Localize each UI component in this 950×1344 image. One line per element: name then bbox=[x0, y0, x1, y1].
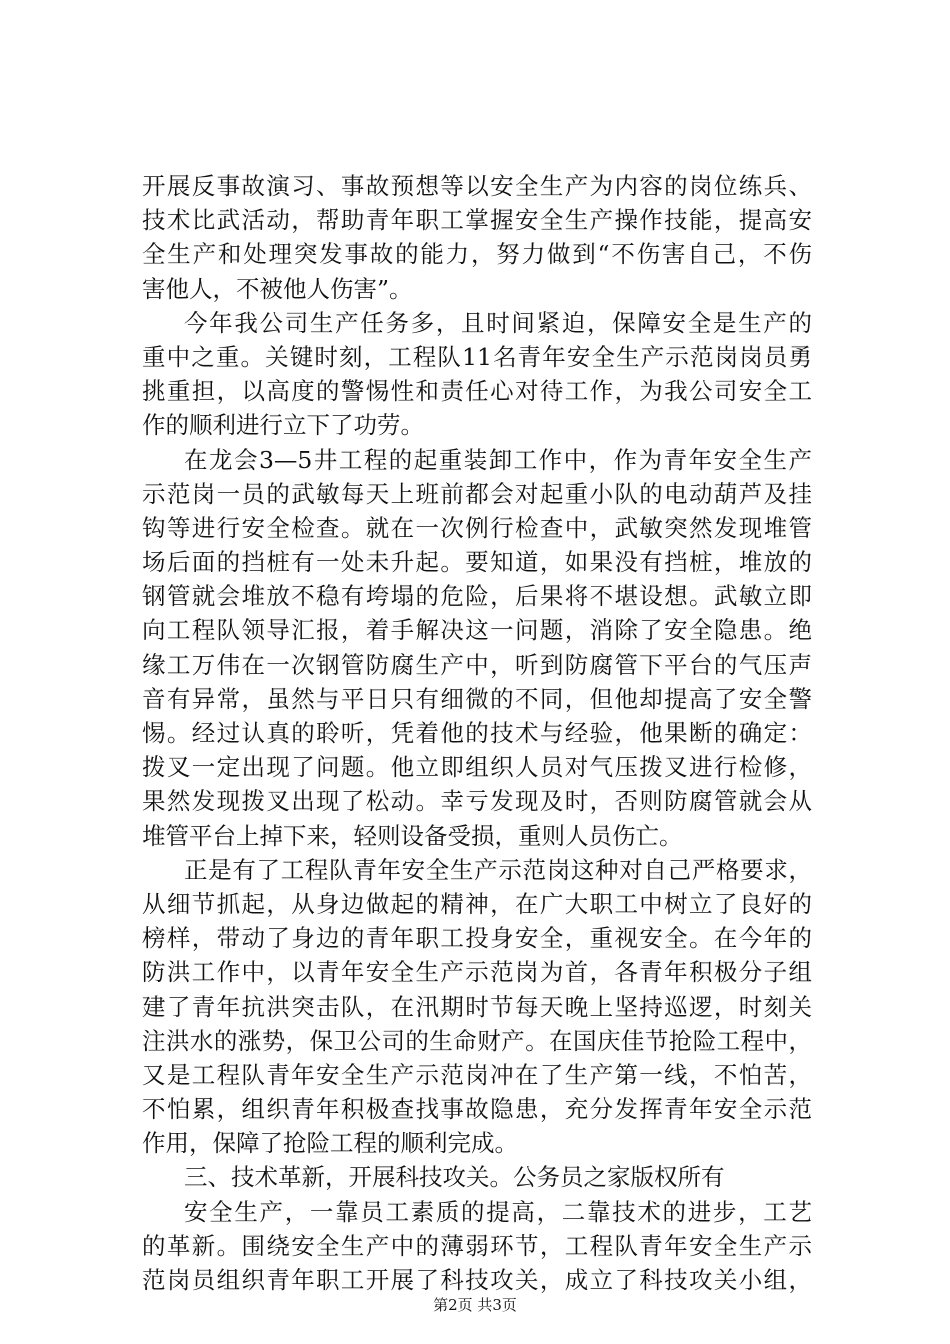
text-line: 榜样，带动了身边的青年职工投身安全，重视安全。在今年的 bbox=[142, 924, 812, 953]
text-line: 挑重担，以高度的警惕性和责任心对待工作，为我公司安全工 bbox=[142, 377, 812, 406]
text-line: 音有异常，虽然与平日只有细微的不同，但他却提高了安全警 bbox=[142, 684, 812, 713]
paragraph bbox=[142, 306, 812, 443]
text-line: 堆管平台上掉下来，轻则设备受损，重则人员伤亡。 bbox=[142, 821, 683, 850]
text-line: 向工程队领导汇报，着手解决这一问题，消除了安全隐患。绝 bbox=[142, 616, 812, 645]
paragraph bbox=[142, 443, 812, 853]
text-line: 缘工万伟在一次钢管防腐生产中，听到防腐管下平台的气压声 bbox=[142, 650, 812, 679]
text-line: 拨叉一定出现了问题。他立即组织人员对气压拨叉进行检修， bbox=[142, 753, 812, 782]
page-footer: 第2页 共3页 bbox=[433, 1296, 517, 1314]
text-line: 开展反事故演习、事故预想等以安全生产为内容的岗位练兵、 bbox=[142, 172, 812, 200]
text-line: 作用，保障了抢险工程的顺利完成。 bbox=[142, 1129, 518, 1158]
text-line: 不怕累，组织青年积极查找事故隐患，充分发挥青年安全示范 bbox=[142, 1095, 812, 1124]
text-line: 的革新。围绕安全生产中的薄弱环节，工程队青年安全生产示 bbox=[142, 1231, 812, 1260]
text-line: 从细节抓起，从身边做起的精神，在广大职工中树立了良好的 bbox=[142, 889, 812, 918]
text-line: 又是工程队青年安全生产示范岗冲在了生产第一线，不怕苦， bbox=[142, 1060, 812, 1089]
paragraph bbox=[142, 169, 812, 306]
paragraph bbox=[142, 1195, 812, 1298]
paragraph bbox=[142, 853, 812, 1161]
text-line: 害他人，不被他人伤害”。 bbox=[142, 274, 413, 303]
text-line: 作的顺利进行立下了功劳。 bbox=[142, 411, 424, 440]
text-line: 全生产和处理突发事故的能力，努力做到“不伤害自己，不伤 bbox=[142, 240, 812, 269]
text-line: 技术比武活动，帮助青年职工掌握安全生产操作技能，提高安 bbox=[142, 206, 812, 235]
text-line: 注洪水的涨势，保卫公司的生命财产。在国庆佳节抢险工程中， bbox=[142, 1026, 812, 1055]
text-line: 正是有了工程队青年安全生产示范岗这种对自己严格要求， bbox=[184, 855, 812, 884]
text-line: 场后面的挡桩有一处未升起。要知道，如果没有挡桩，堆放的 bbox=[142, 548, 812, 577]
text-line: 示范岗一员的武敏每天上班前都会对起重小队的电动葫芦及挂 bbox=[142, 479, 812, 508]
text-line: 防洪工作中，以青年安全生产示范岗为首，各青年积极分子组 bbox=[142, 958, 812, 987]
document-body bbox=[142, 169, 812, 1297]
text-line: 今年我公司生产任务多，且时间紧迫，保障安全是生产的 bbox=[184, 308, 812, 337]
text-line: 安全生产，一靠员工素质的提高，二靠技术的进步，工艺 bbox=[184, 1197, 812, 1226]
text-line: 三、技术革新，开展科技攻关。公务员之家版权所有 bbox=[184, 1163, 725, 1192]
text-line: 重中之重。关键时刻，工程队11名青年安全生产示范岗岗员勇 bbox=[142, 342, 812, 371]
text-line: 惕。经过认真的聆听，凭着他的技术与经验，他果断的确定： bbox=[142, 719, 812, 747]
text-line: 钢管就会堆放不稳有垮塌的危险，后果将不堪设想。武敏立即 bbox=[142, 582, 812, 611]
text-line: 果然发现拨叉出现了松动。幸亏发现及时，否则防腐管就会从 bbox=[142, 787, 812, 816]
text-line: 范岗员组织青年职工开展了科技攻关，成立了科技攻关小组， bbox=[142, 1266, 812, 1294]
text-line: 建了青年抗洪突击队，在汛期时节每天晚上坚持巡逻，时刻关 bbox=[142, 992, 812, 1021]
section-heading bbox=[142, 1160, 812, 1194]
text-line: 在龙会3—5井工程的起重装卸工作中，作为青年安全生产 bbox=[184, 445, 812, 474]
text-line: 钩等进行安全检查。就在一次例行检查中，武敏突然发现堆管 bbox=[142, 513, 812, 542]
